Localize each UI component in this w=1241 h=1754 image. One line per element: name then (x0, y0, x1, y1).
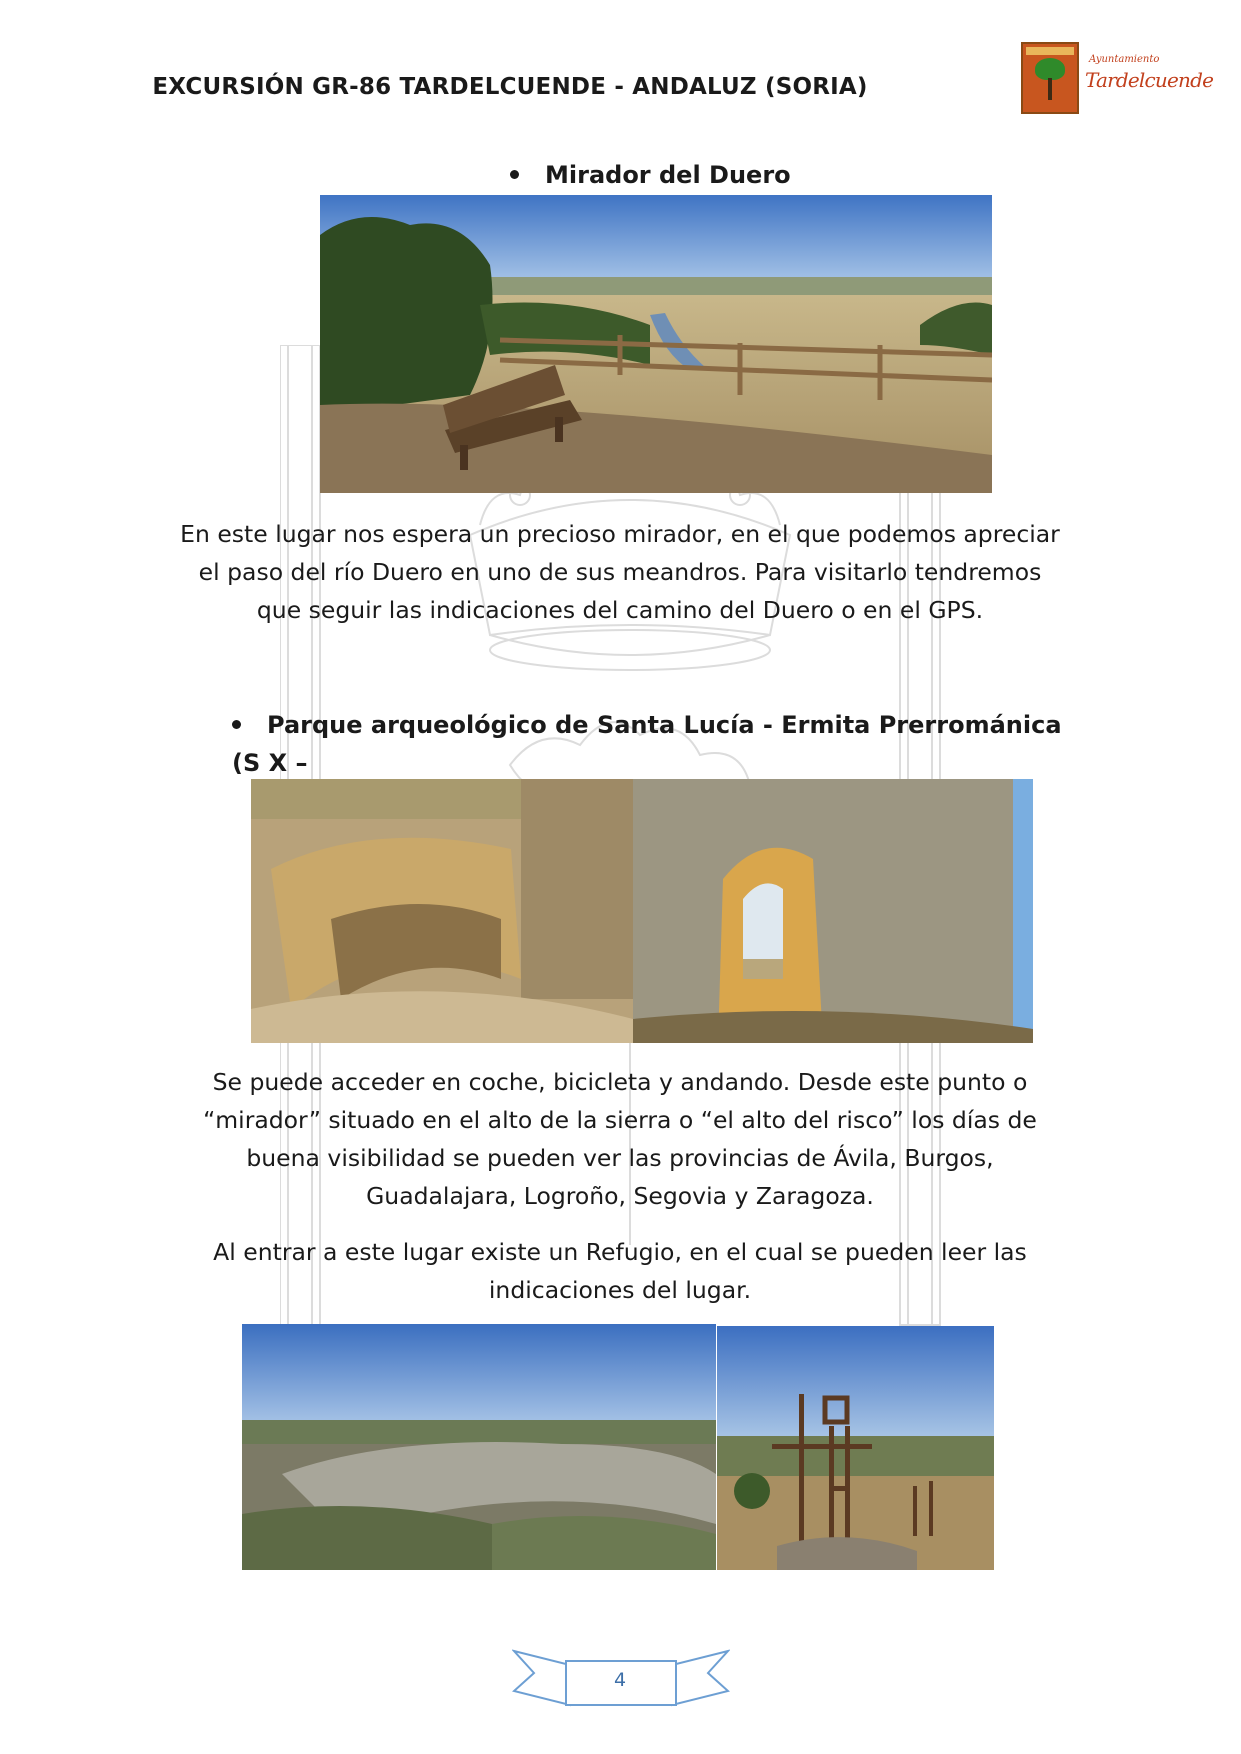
text-line: el paso del río Duero en uno de sus meandros. Para visitarlo tendremos (198, 558, 1042, 586)
refugio-description (160, 1233, 1080, 1309)
page-number: 4 (613, 1669, 627, 1691)
bullet-icon (510, 170, 519, 179)
text-line: Al entrar a este lugar existe un Refugio, en el cual se pueden leer las (213, 1238, 1027, 1266)
text-line: Se puede acceder en coche, bicicleta y andando. Desde este punto o (212, 1068, 1028, 1096)
iron-cross-sculpture-photo (717, 1326, 994, 1570)
text-line: indicaciones del lugar. (488, 1276, 752, 1304)
text-line: “mirador” situado en el alto de la sierra o “el alto del risco” los días de (203, 1106, 1037, 1134)
logo-name: Tardelcuende (1085, 68, 1214, 92)
document-title: EXCURSIÓN GR-86 TARDELCUENDE - ANDALUZ (SORIA) (152, 74, 868, 100)
text-line: que seguir las indicaciones del camino del Duero o en el GPS. (256, 596, 984, 624)
santa-lucia-ruins-photo (251, 779, 633, 1043)
town-hall-logo (1021, 40, 1214, 116)
mirador-description (160, 515, 1080, 629)
coat-of-arms-icon (1021, 42, 1079, 114)
hermitage-arch-photo (633, 779, 1033, 1043)
sierra-canyon-photo (242, 1324, 716, 1570)
section-heading-mirador (510, 156, 791, 194)
text-line: buena visibilidad se pueden ver las provincias de Ávila, Burgos, (246, 1144, 994, 1172)
text-line: Guadalajara, Logroño, Segovia y Zaragoza. (366, 1182, 874, 1210)
bullet-icon (232, 720, 241, 729)
section-heading-text: Parque arqueológico de Santa Lucía - Ermita Prerrománica (S X – (232, 711, 1062, 777)
text-line: En este lugar nos espera un precioso mirador, en el que podemos apreciar (180, 520, 1060, 548)
santa-lucia-description (160, 1063, 1080, 1215)
section-heading-text: Mirador del Duero (545, 161, 791, 189)
logo-subtitle: Ayuntamiento (1089, 54, 1160, 65)
mirador-del-duero-photo (320, 195, 992, 493)
